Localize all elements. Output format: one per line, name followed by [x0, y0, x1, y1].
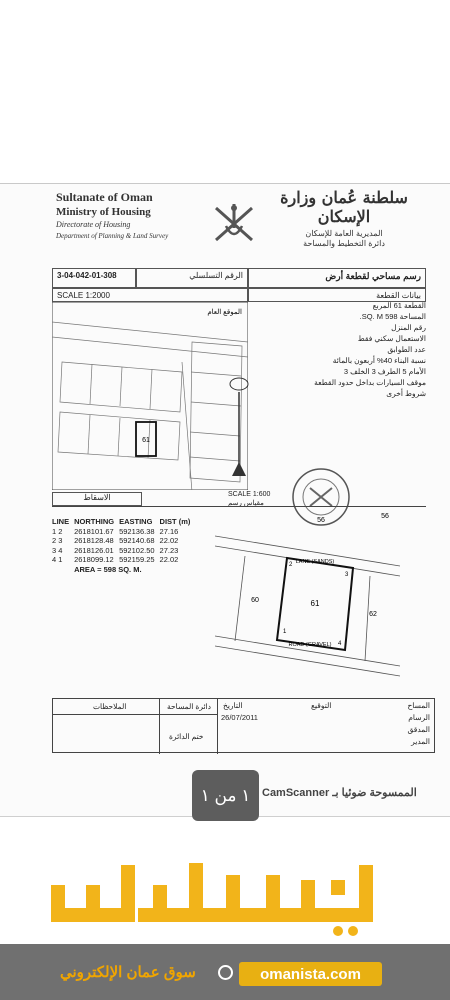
coords-header: DIST (m) — [159, 517, 191, 526]
plot-details — [258, 300, 426, 399]
omanista-logo — [48, 855, 398, 945]
coords-cell: 1 2 — [52, 526, 63, 536]
detail-line: الاستعمال سكني فقط — [357, 334, 426, 343]
header-en-line2: Ministry of Housing — [56, 206, 151, 218]
detail-line: موقف السيارات بداخل حدود القطعة — [314, 378, 426, 387]
plot-number: 61 — [310, 599, 320, 608]
draftsman-label: الرسام — [408, 713, 430, 722]
scale-label: SCALE 1:600 — [228, 491, 271, 498]
coords-cell: 592159.25 — [119, 555, 155, 564]
site-plan — [215, 506, 400, 692]
header-arabic — [274, 188, 414, 248]
location-map-label: الموقع العام — [207, 309, 242, 316]
area-text: AREA = 598 SQ. M. — [74, 564, 142, 574]
surveyor-label: المساح — [407, 701, 430, 710]
detail-line: نسبة البناء 40% أربعون بالمائة — [332, 356, 426, 365]
serial-number-value: 3-04-042-01-308 — [52, 268, 136, 288]
detail-line: الأمام 5 الطرف 3 الخلف 3 — [343, 367, 426, 376]
coords-header: NORTHING — [74, 517, 115, 526]
signature-label: التوقيع — [311, 701, 332, 710]
coords-cell: 2618099.12 — [74, 555, 114, 564]
coords-cell: 22.02 — [159, 536, 179, 545]
coords-cell: 4 1 — [52, 555, 63, 564]
header-english — [56, 190, 168, 240]
scale-arabic: مقياس رسم — [228, 500, 264, 507]
coords-header: EASTING — [119, 517, 153, 526]
stamp-number: 56 — [317, 517, 325, 524]
detail-line: عدد الطوابق — [387, 345, 426, 354]
circle-icon[interactable] — [218, 965, 233, 980]
neighbor-plot-60: 60 — [251, 597, 259, 604]
table-row — [52, 555, 195, 565]
signature-table — [52, 698, 435, 753]
table-row — [52, 527, 195, 537]
north-arrow-icon — [228, 376, 250, 486]
plot-details-heading: بيانات القطعة — [248, 288, 426, 302]
detail-line: رقم المنزل — [391, 323, 426, 332]
header-en-line3: Directorate of Housing — [56, 220, 131, 229]
coords-cell: 592140.68 — [119, 536, 155, 545]
coordinates-table — [52, 517, 195, 574]
survey-dept-label: دائرة المساحة — [167, 702, 212, 711]
coords-header: LINE — [52, 517, 70, 526]
coords-cell: 2618128.48 — [74, 536, 114, 545]
neighbor-plot-56: 56 — [381, 513, 389, 520]
coords-cell: 27.16 — [159, 526, 179, 536]
coords-cell: 3 4 — [52, 545, 63, 555]
coords-cell: 2 3 — [52, 536, 63, 545]
header-ar-line2: المديرية العامة للإسكان — [305, 229, 383, 238]
date-label: التاريخ — [223, 701, 243, 710]
location-map — [52, 302, 248, 490]
coords-cell: 592102.50 — [119, 545, 155, 555]
header-en-line4: Department of Planning & Land Survey — [56, 232, 169, 240]
page-indicator[interactable]: ١ من ١ — [192, 770, 259, 821]
date-value: 26/07/2011 — [221, 713, 258, 722]
table-row — [52, 546, 195, 556]
corner-label: 2 — [289, 562, 293, 568]
lane-label: LANE (SANDS) — [295, 559, 335, 565]
detail-line: شروط أخرى — [386, 389, 426, 398]
detail-line: المساحة 598 SQ. M. — [359, 312, 426, 321]
site-link[interactable]: omanista.com — [239, 962, 382, 986]
director-label: المدير — [411, 737, 430, 746]
scale-label-top: SCALE 1:2000 — [52, 288, 248, 302]
serial-number-label: الرقم التسلسلي — [136, 268, 248, 288]
coords-cell: 2618101.67 — [74, 526, 114, 536]
checker-label: المدقق — [407, 725, 430, 734]
scanned-document — [0, 183, 450, 817]
stamp-label: ختم الدائرة — [169, 732, 204, 741]
location-plot-label: 61 — [142, 437, 150, 444]
coords-cell: 27.23 — [159, 545, 179, 555]
road-label: ROAD (GRAVEL) — [288, 642, 332, 648]
scanner-caption: الممسوحة ضوئيا بـ CamScanner — [262, 787, 417, 799]
neighbor-plot-62: 62 — [369, 611, 377, 618]
corner-label: 3 — [345, 572, 349, 578]
corner-label: 4 — [338, 641, 342, 647]
oman-emblem-icon — [208, 198, 260, 250]
header-ar-line3: دائرة التخطيط والمساحة — [303, 239, 385, 248]
tagline: سوق عمان الإلكتروني — [60, 964, 196, 981]
coords-cell: 2618126.01 — [74, 545, 114, 555]
corner-label: 1 — [283, 629, 287, 635]
coords-cell: 22.02 — [159, 555, 179, 564]
projection-label: الاسقاط — [52, 492, 142, 506]
table-row — [52, 536, 195, 546]
coords-cell: 592136.38 — [119, 526, 155, 536]
document-title: رسم مساحي لقطعة أرض — [248, 268, 426, 288]
header-en-line1: Sultanate of Oman — [56, 190, 153, 204]
header-ar-line1: سلطنة عُمان وزارة الإسكان — [280, 188, 408, 226]
detail-line: القطعة 61 المربع — [372, 301, 426, 310]
notes-label: الملاحظات — [93, 702, 127, 711]
